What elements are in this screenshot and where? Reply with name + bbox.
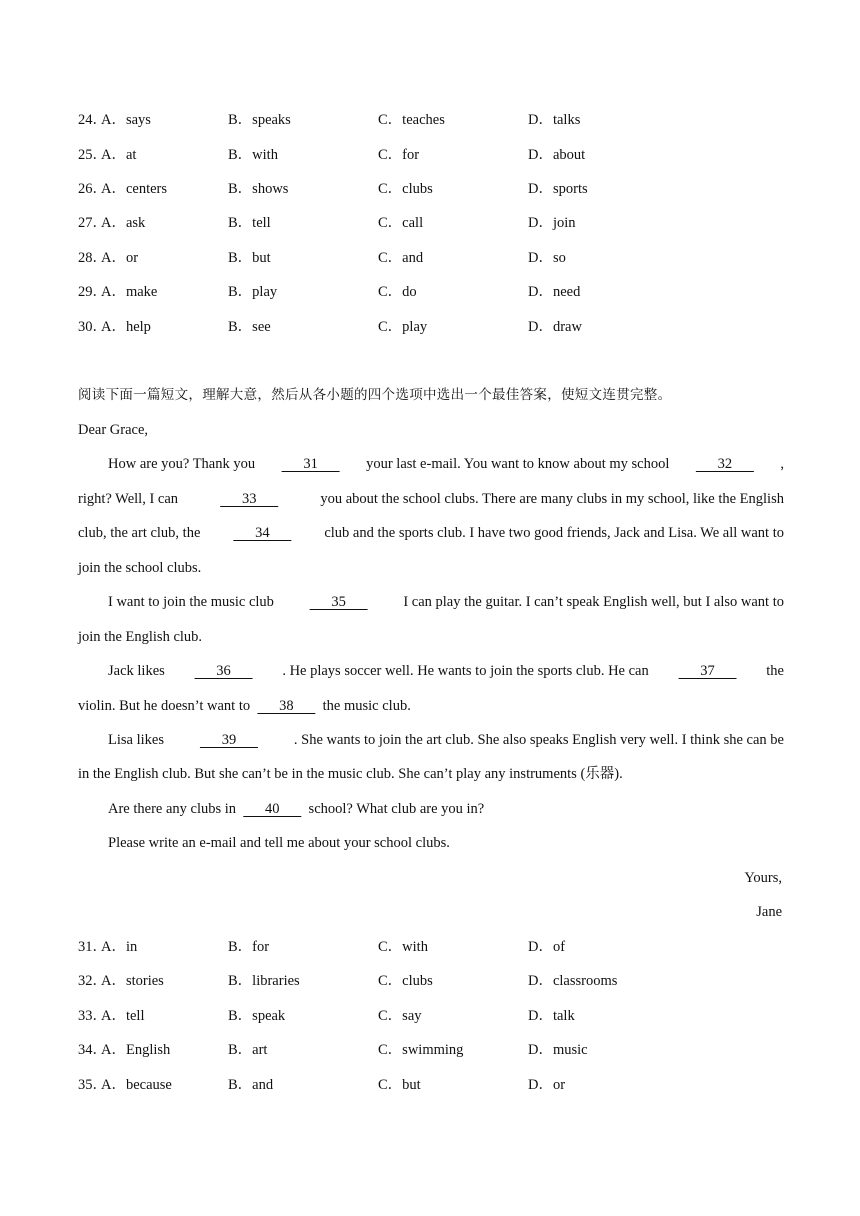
option-d: D．sports xyxy=(528,181,588,197)
option-b: B．speak xyxy=(228,1008,286,1024)
letter-text: Jack likes xyxy=(108,663,165,679)
blank-31: 31 xyxy=(281,456,340,472)
option-c: C．play xyxy=(378,319,428,335)
option-a: A．make xyxy=(101,284,158,300)
question-number: 34． xyxy=(78,1042,107,1058)
letter-signature: Jane xyxy=(756,904,782,920)
option-c: C．swimming xyxy=(378,1042,464,1058)
question-number: 28． xyxy=(78,250,107,266)
option-c: C．call xyxy=(378,215,424,231)
question-number: 26． xyxy=(78,181,107,197)
option-a: A．ask xyxy=(101,215,146,231)
option-c: C．with xyxy=(378,939,428,955)
question-number: 29． xyxy=(78,284,107,300)
option-d: D．join xyxy=(528,215,576,231)
letter-text: club and the sports club. I have two good friends, Jack and Lisa. We all want to xyxy=(324,525,784,541)
letter-text: right? Well, I can xyxy=(78,491,179,507)
option-b: B．but xyxy=(228,250,271,266)
option-d: D．draw xyxy=(528,319,582,335)
option-c: C．do xyxy=(378,284,417,300)
letter-text: Lisa likes xyxy=(108,732,164,748)
letter-text: . She wants to join the art club. She also speaks English very well. I think she can be xyxy=(293,732,784,748)
letter-text: I can play the guitar. I can’t speak English well, but I also want to xyxy=(403,594,784,610)
blank-37: 37 xyxy=(678,663,737,679)
option-c: C．but xyxy=(378,1077,421,1093)
option-c: C．teaches xyxy=(378,112,445,128)
option-b: B．with xyxy=(228,147,278,163)
option-d: D．of xyxy=(528,939,566,955)
option-d: D．about xyxy=(528,147,586,163)
letter-text: Are there any clubs in xyxy=(108,801,237,817)
question-number: 33． xyxy=(78,1008,107,1024)
option-d: D．so xyxy=(528,250,566,266)
letter-text: I want to join the music club xyxy=(108,594,274,610)
question-number: 35． xyxy=(78,1077,107,1093)
letter-line xyxy=(108,799,784,819)
option-d: D．talks xyxy=(528,112,581,128)
option-b: B．shows xyxy=(228,181,289,197)
letter-line xyxy=(78,523,784,543)
question-number: 25． xyxy=(78,147,107,163)
letter-closing: Yours, xyxy=(744,870,782,886)
letter-line xyxy=(108,592,784,612)
letter-line: in the English club. But she can’t be in the music club. She can’t play any instruments (乐器). xyxy=(78,766,623,782)
option-b: B．play xyxy=(228,284,278,300)
letter-greeting: Dear Grace, xyxy=(78,422,149,438)
option-b: B．libraries xyxy=(228,973,300,989)
option-b: B．speaks xyxy=(228,112,291,128)
option-b: B．see xyxy=(228,319,271,335)
option-c: C．and xyxy=(378,250,424,266)
option-d: D．or xyxy=(528,1077,566,1093)
option-c: C．for xyxy=(378,147,420,163)
option-a: A．stories xyxy=(101,973,164,989)
letter-line xyxy=(108,730,784,750)
letter-text: your last e-mail. You want to know about my school xyxy=(366,456,670,472)
letter-line xyxy=(108,661,784,681)
letter-text: you about the school clubs. There are many clubs in my school, like the English xyxy=(320,491,784,507)
question-number: 31． xyxy=(78,939,107,955)
option-d: D．classrooms xyxy=(528,973,618,989)
letter-line: join the English club. xyxy=(78,629,203,645)
letter-text: , xyxy=(780,456,784,472)
option-b: B．for xyxy=(228,939,270,955)
option-d: D．talk xyxy=(528,1008,575,1024)
letter-text: the music club. xyxy=(322,698,411,714)
blank-38: 38 xyxy=(257,698,316,714)
letter-text: violin. But he doesn’t want to xyxy=(78,698,251,714)
letter-text: How are you? Thank you xyxy=(108,456,256,472)
letter-text: school? What club are you in? xyxy=(308,801,485,817)
letter-text: club, the art club, the xyxy=(78,525,201,541)
blank-36: 36 xyxy=(194,663,253,679)
option-a: A．says xyxy=(101,112,151,128)
letter-line: join the school clubs. xyxy=(78,560,202,576)
blank-34: 34 xyxy=(233,525,292,541)
letter-line xyxy=(78,489,784,509)
blank-32: 32 xyxy=(695,456,754,472)
question-number: 27． xyxy=(78,215,107,231)
option-a: A．tell xyxy=(101,1008,145,1024)
option-c: C．clubs xyxy=(378,181,433,197)
option-a: A．help xyxy=(101,319,151,335)
option-c: C．say xyxy=(378,1008,422,1024)
blank-40: 40 xyxy=(243,801,302,817)
option-a: A．at xyxy=(101,147,137,163)
letter-text: the xyxy=(766,663,784,679)
option-b: B．and xyxy=(228,1077,274,1093)
question-number: 24． xyxy=(78,112,107,128)
option-b: B．art xyxy=(228,1042,268,1058)
blank-39: 39 xyxy=(199,732,258,748)
blank-35: 35 xyxy=(309,594,368,610)
option-a: A．centers xyxy=(101,181,168,197)
option-a: A．in xyxy=(101,939,138,955)
option-b: B．tell xyxy=(228,215,271,231)
letter-text: . He plays soccer well. He wants to join the sports club. He can xyxy=(282,663,649,679)
blank-33: 33 xyxy=(220,491,279,507)
option-d: D．need xyxy=(528,284,581,300)
section-instruction: 阅读下面一篇短文，理解大意，然后从各小题的四个选项中选出一个最佳答案，使短文连贯完整。 xyxy=(78,387,672,403)
letter-line: Please write an e-mail and tell me about your school clubs. xyxy=(108,835,450,851)
option-a: A．English xyxy=(101,1042,171,1058)
option-d: D．music xyxy=(528,1042,588,1058)
question-number: 30． xyxy=(78,319,107,335)
letter-line xyxy=(108,454,784,474)
option-c: C．clubs xyxy=(378,973,433,989)
question-number: 32． xyxy=(78,973,107,989)
letter-line xyxy=(78,696,784,716)
option-a: A．because xyxy=(101,1077,172,1093)
option-a: A．or xyxy=(101,250,139,266)
